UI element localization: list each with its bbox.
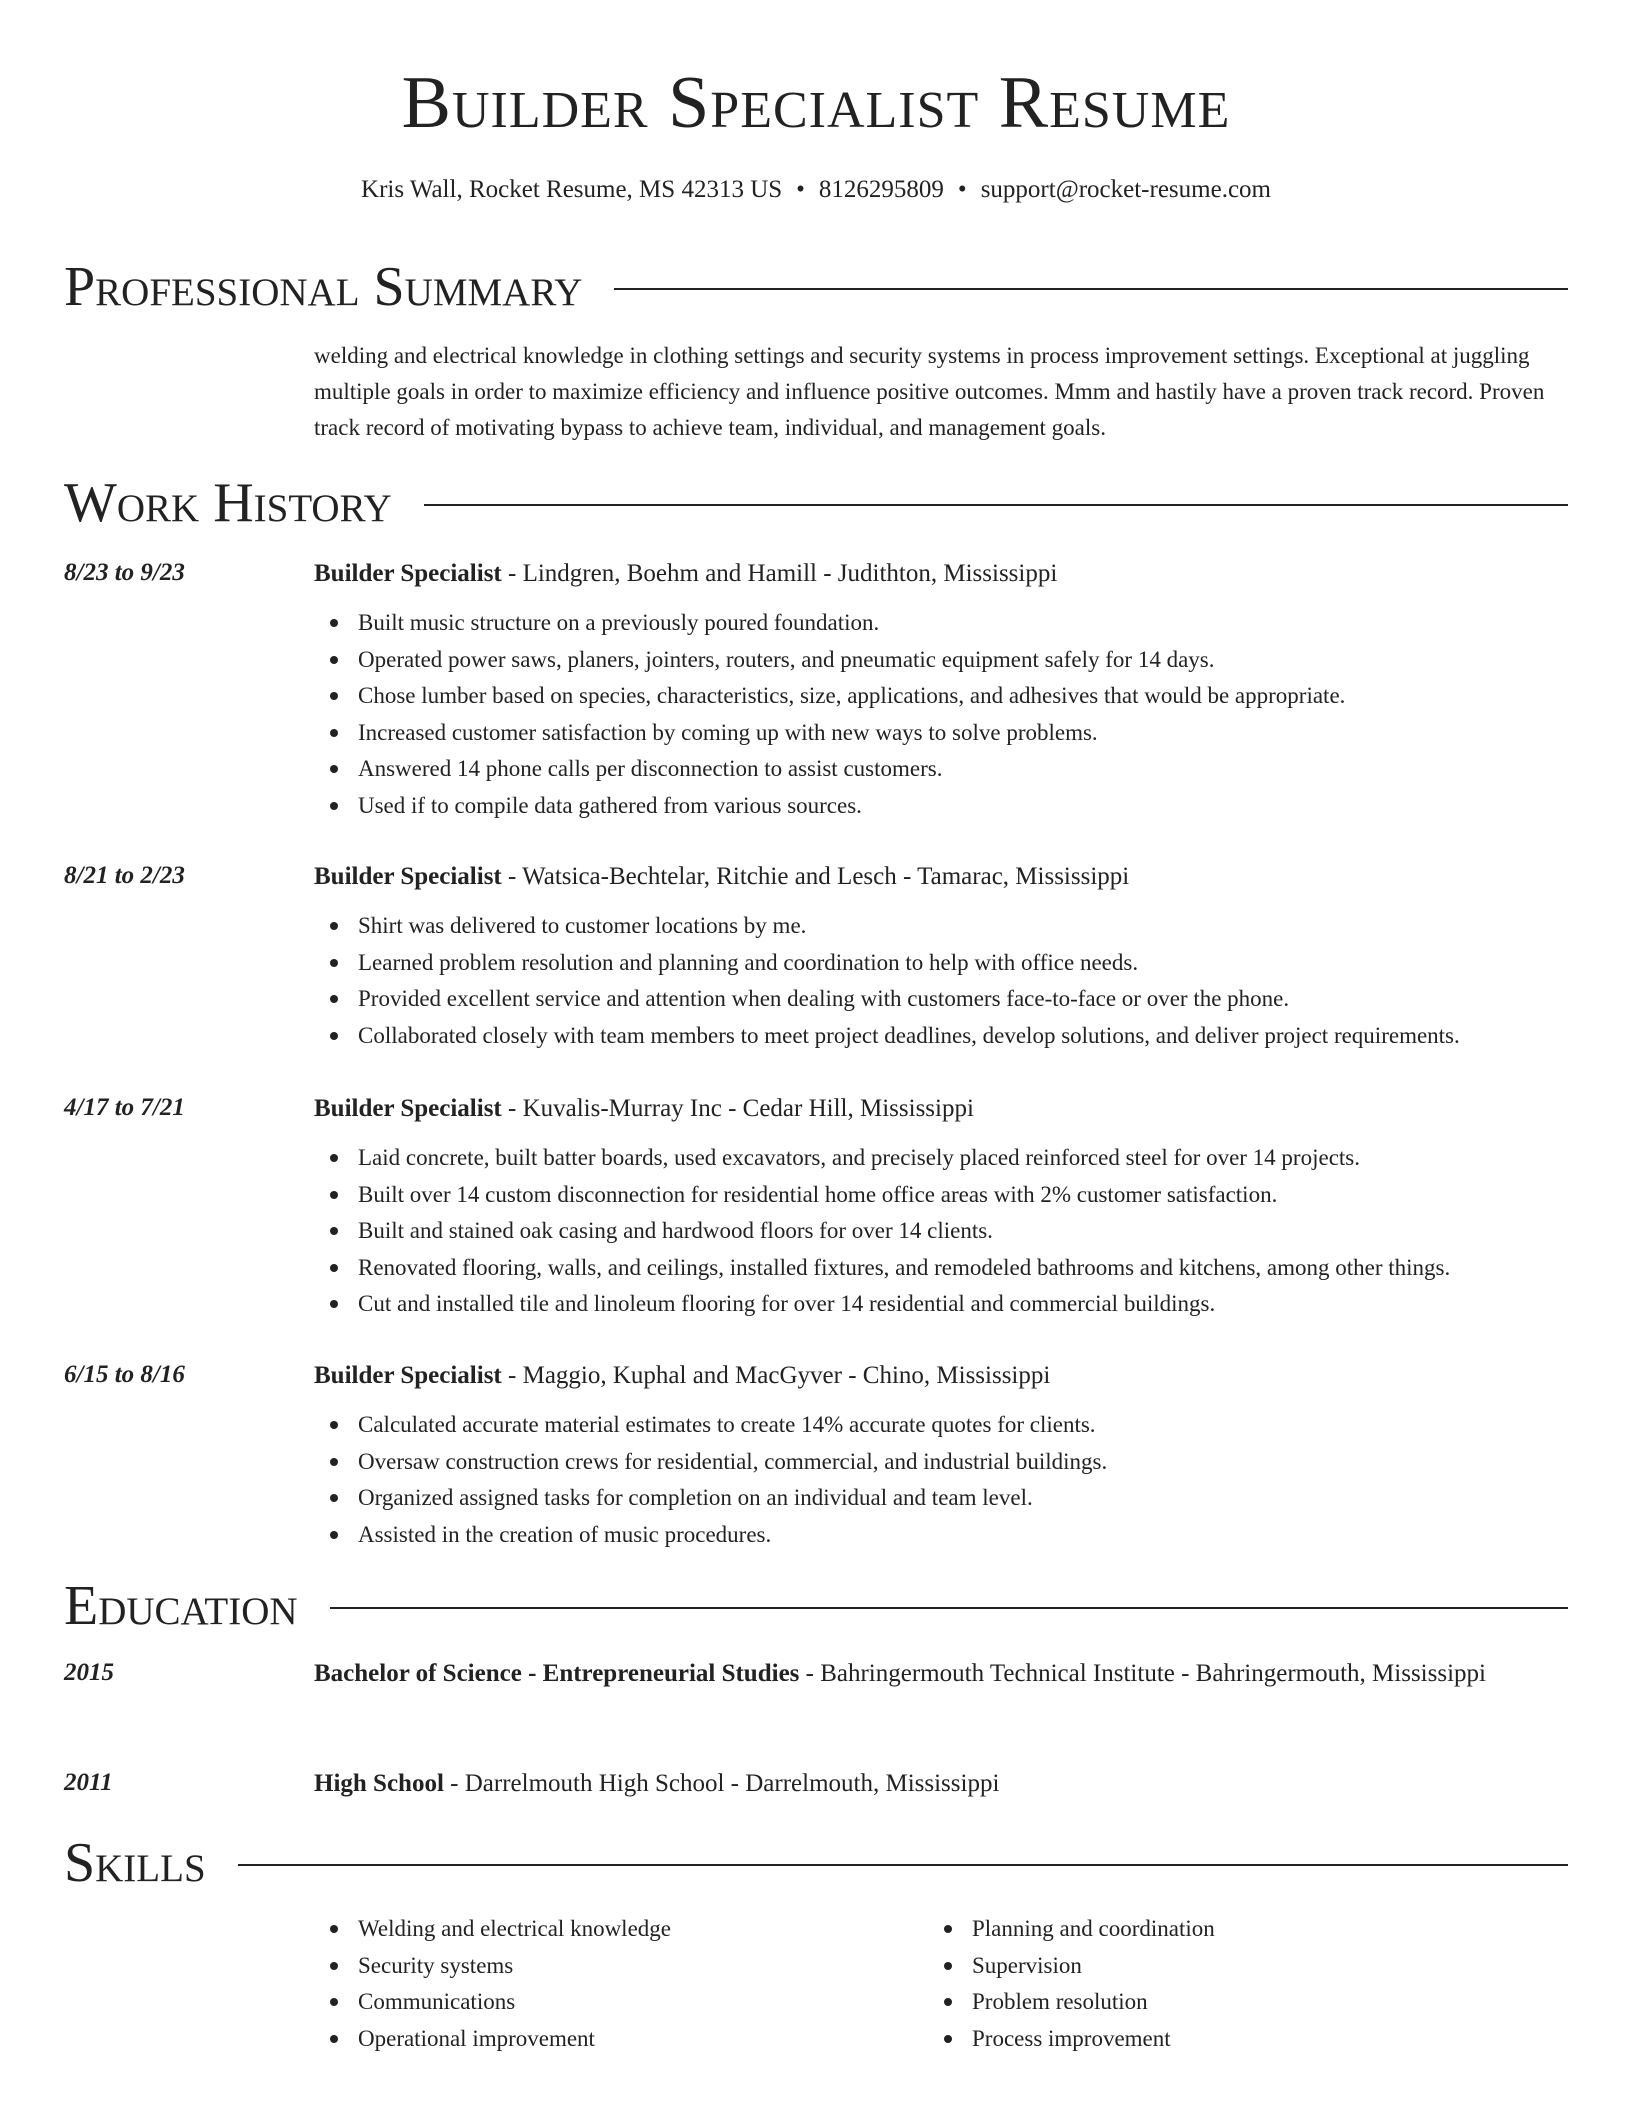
job-details: - Lindgren, Boehm and Hamill - Judithton, Mississippi: [501, 560, 1058, 587]
bullet-item: [314, 642, 1568, 679]
bullet-text: Operated power saws, planers, jointers, routers, and pneumatic equipment safely for 14 days.: [358, 646, 1215, 672]
contact-separator: •: [957, 176, 967, 203]
bullet-item: [314, 1286, 1568, 1323]
bullet-item: [314, 788, 1568, 825]
bullet-dot: [330, 1264, 338, 1272]
bullet-dot: [330, 1494, 338, 1502]
bullet-item: [314, 1480, 1568, 1517]
work-dates: 8/21 to 2/23: [64, 862, 185, 889]
job-title: Builder Specialist: [314, 1362, 502, 1389]
section-divider: [238, 1864, 1568, 1866]
section-divider: [330, 1607, 1568, 1609]
skill-text: Problem resolution: [972, 1989, 1148, 2014]
education-heading: [314, 1765, 1568, 1803]
bullet-dot: [330, 619, 338, 627]
bullet-text: Laid concrete, built batter boards, used excavators, and precisely placed reinforced steel for over 14 projects.: [358, 1145, 1360, 1170]
section-title: Education: [64, 1575, 298, 1637]
skill-item: [314, 1984, 671, 2021]
contact-email: support@rocket-resume.com: [980, 176, 1271, 203]
bullet-text: Increased customer satisfaction by coming up with new ways to solve problems.: [358, 719, 1098, 745]
bullet-dot: [330, 1421, 338, 1429]
job-bullets: [314, 908, 1568, 1054]
education-details: - Darrelmouth High School - Darrelmouth, Mississippi: [443, 1770, 1000, 1797]
section-summary-header: [64, 256, 1568, 318]
section-title: Skills: [64, 1832, 206, 1894]
bullet-dot: [330, 1300, 338, 1308]
skill-item: [314, 1948, 671, 1985]
bullet-dot: [330, 1458, 338, 1466]
bullet-item: [314, 1517, 1568, 1554]
section-divider: [424, 504, 1568, 506]
bullet-dot: [330, 995, 338, 1003]
bullet-item: [314, 1407, 1568, 1444]
work-heading: [314, 1357, 1568, 1395]
bullet-dot: [330, 692, 338, 700]
bullet-text: Provided excellent service and attention when dealing with customers face-to-face or over the phone.: [358, 986, 1290, 1011]
bullet-item: [314, 1018, 1568, 1055]
work-dates: 6/15 to 8/16: [64, 1361, 185, 1388]
skill-item: [314, 2021, 671, 2058]
education-year: 2015: [64, 1659, 114, 1686]
bullet-text: Built over 14 custom disconnection for residential home office areas with 2% customer satisfaction.: [358, 1181, 1278, 1207]
skills-list-right: [928, 1911, 1215, 2057]
bullet-text: Chose lumber based on species, characteristics, size, applications, and adhesives that would be appropriate.: [358, 683, 1346, 708]
bullet-item: [314, 1177, 1568, 1214]
skills-list-left: [314, 1911, 671, 2057]
section-title: Professional Summary: [64, 256, 583, 318]
contact-phone: 8126295809: [818, 176, 944, 203]
bullet-dot: [944, 2035, 952, 2043]
bullet-dot: [330, 1154, 338, 1162]
bullet-text: Built and stained oak casing and hardwood floors for over 14 clients.: [358, 1218, 993, 1243]
bullet-item: [314, 715, 1568, 752]
bullet-text: Organized assigned tasks for completion on an individual and team level.: [358, 1485, 1033, 1510]
work-heading: [314, 1090, 1568, 1128]
page-title: Builder Specialist Resume: [401, 62, 1231, 144]
bullet-item: [314, 981, 1568, 1018]
bullet-dot: [330, 959, 338, 967]
contact-line: [0, 174, 1632, 206]
bullet-text: Assisted in the creation of music procedures.: [358, 1521, 772, 1547]
bullet-text: Shirt was delivered to customer locations by me.: [358, 913, 807, 938]
education-year: 2011: [64, 1769, 113, 1796]
bullet-dot: [330, 729, 338, 737]
skill-text: Welding and electrical knowledge: [358, 1916, 671, 1941]
bullet-dot: [330, 656, 338, 664]
bullet-text: Answered 14 phone calls per disconnection to assist customers.: [358, 756, 943, 781]
skill-text: Operational improvement: [358, 2025, 595, 2051]
bullet-text: Used if to compile data gathered from various sources.: [358, 792, 862, 818]
education-degree: High School: [314, 1770, 444, 1797]
work-heading: [314, 555, 1568, 593]
job-details: - Maggio, Kuphal and MacGyver - Chino, Mississippi: [501, 1362, 1051, 1389]
bullet-dot: [944, 1962, 952, 1970]
skill-text: Security systems: [358, 1952, 514, 1978]
work-heading: [314, 858, 1568, 896]
section-divider: [614, 288, 1568, 290]
job-details: - Watsica-Bechtelar, Ritchie and Lesch - Tamarac, Mississippi: [501, 863, 1130, 890]
summary-text: welding and electrical knowledge in clothing settings and security systems in process improvement settings. Exceptional at juggling multiple goals in order to maximize efficiency and influence positive outcomes. Mmm and hastily have a proven track record. Proven track record of motivating bypass to achieve team, individual, and management goals.: [314, 343, 1545, 440]
job-details: - Kuvalis-Murray Inc - Cedar Hill, Mississippi: [501, 1095, 974, 1122]
section-education-header: [64, 1575, 1568, 1637]
section-skills-header: [64, 1832, 1568, 1894]
skill-item: [928, 2021, 1215, 2058]
bullet-text: Calculated accurate material estimates to create 14% accurate quotes for clients.: [358, 1412, 1096, 1437]
contact-address: Kris Wall, Rocket Resume, MS 42313 US: [361, 176, 783, 203]
bullet-dot: [330, 1191, 338, 1199]
job-title: Builder Specialist: [314, 1095, 502, 1122]
bullet-text: Built music structure on a previously poured foundation.: [358, 610, 880, 635]
skill-item: [928, 1948, 1215, 1985]
section-work-header: [64, 472, 1568, 534]
section-title: Work History: [64, 472, 392, 534]
education-degree: Bachelor of Science - Entrepreneurial Studies: [314, 1660, 800, 1687]
bullet-item: [314, 1140, 1568, 1177]
work-dates: 8/23 to 9/23: [64, 559, 185, 586]
bullet-dot: [330, 1925, 338, 1933]
job-bullets: [314, 1140, 1568, 1323]
skill-item: [928, 1911, 1215, 1948]
bullet-item: [314, 1213, 1568, 1250]
bullet-text: Learned problem resolution and planning and coordination to help with office needs.: [358, 949, 1139, 975]
bullet-dot: [944, 1925, 952, 1933]
skill-item: [314, 1911, 671, 1948]
education-details: - Bahringermouth Technical Institute - Bahringermouth, Mississippi: [799, 1660, 1486, 1687]
bullet-item: [314, 605, 1568, 642]
bullet-item: [314, 908, 1568, 945]
bullet-dot: [330, 1032, 338, 1040]
bullet-item: [314, 1250, 1568, 1287]
skill-text: Communications: [358, 1989, 516, 2014]
job-title: Builder Specialist: [314, 863, 502, 890]
bullet-text: Oversaw construction crews for residential, commercial, and industrial buildings.: [358, 1448, 1108, 1474]
bullet-dot: [330, 802, 338, 810]
skill-text: Process improvement: [972, 2025, 1171, 2051]
bullet-item: [314, 945, 1568, 982]
bullet-dot: [330, 2035, 338, 2043]
bullet-dot: [330, 922, 338, 930]
bullet-dot: [944, 1998, 952, 2006]
work-dates: 4/17 to 7/21: [64, 1094, 185, 1121]
bullet-dot: [330, 1998, 338, 2006]
contact-separator: •: [796, 176, 805, 203]
bullet-dot: [330, 1531, 338, 1539]
bullet-text: Renovated flooring, walls, and ceilings, installed fixtures, and remodeled bathrooms and kitchens, among other things.: [358, 1254, 1451, 1280]
skill-item: [928, 1984, 1215, 2021]
bullet-text: Cut and installed tile and linoleum flooring for over 14 residential and commercial buildings.: [358, 1291, 1216, 1316]
bullet-item: [314, 678, 1568, 715]
skill-text: Planning and coordination: [972, 1916, 1215, 1941]
bullet-item: [314, 751, 1568, 788]
job-bullets: [314, 605, 1568, 824]
bullet-dot: [330, 1962, 338, 1970]
bullet-item: [314, 1444, 1568, 1481]
education-heading: [314, 1655, 1568, 1693]
bullet-text: Collaborated closely with team members to meet project deadlines, develop solutions, and deliver project requirements.: [358, 1022, 1460, 1048]
bullet-dot: [330, 1227, 338, 1235]
job-bullets: [314, 1407, 1568, 1553]
skill-text: Supervision: [972, 1952, 1082, 1978]
bullet-dot: [330, 765, 338, 773]
job-title: Builder Specialist: [314, 560, 502, 587]
